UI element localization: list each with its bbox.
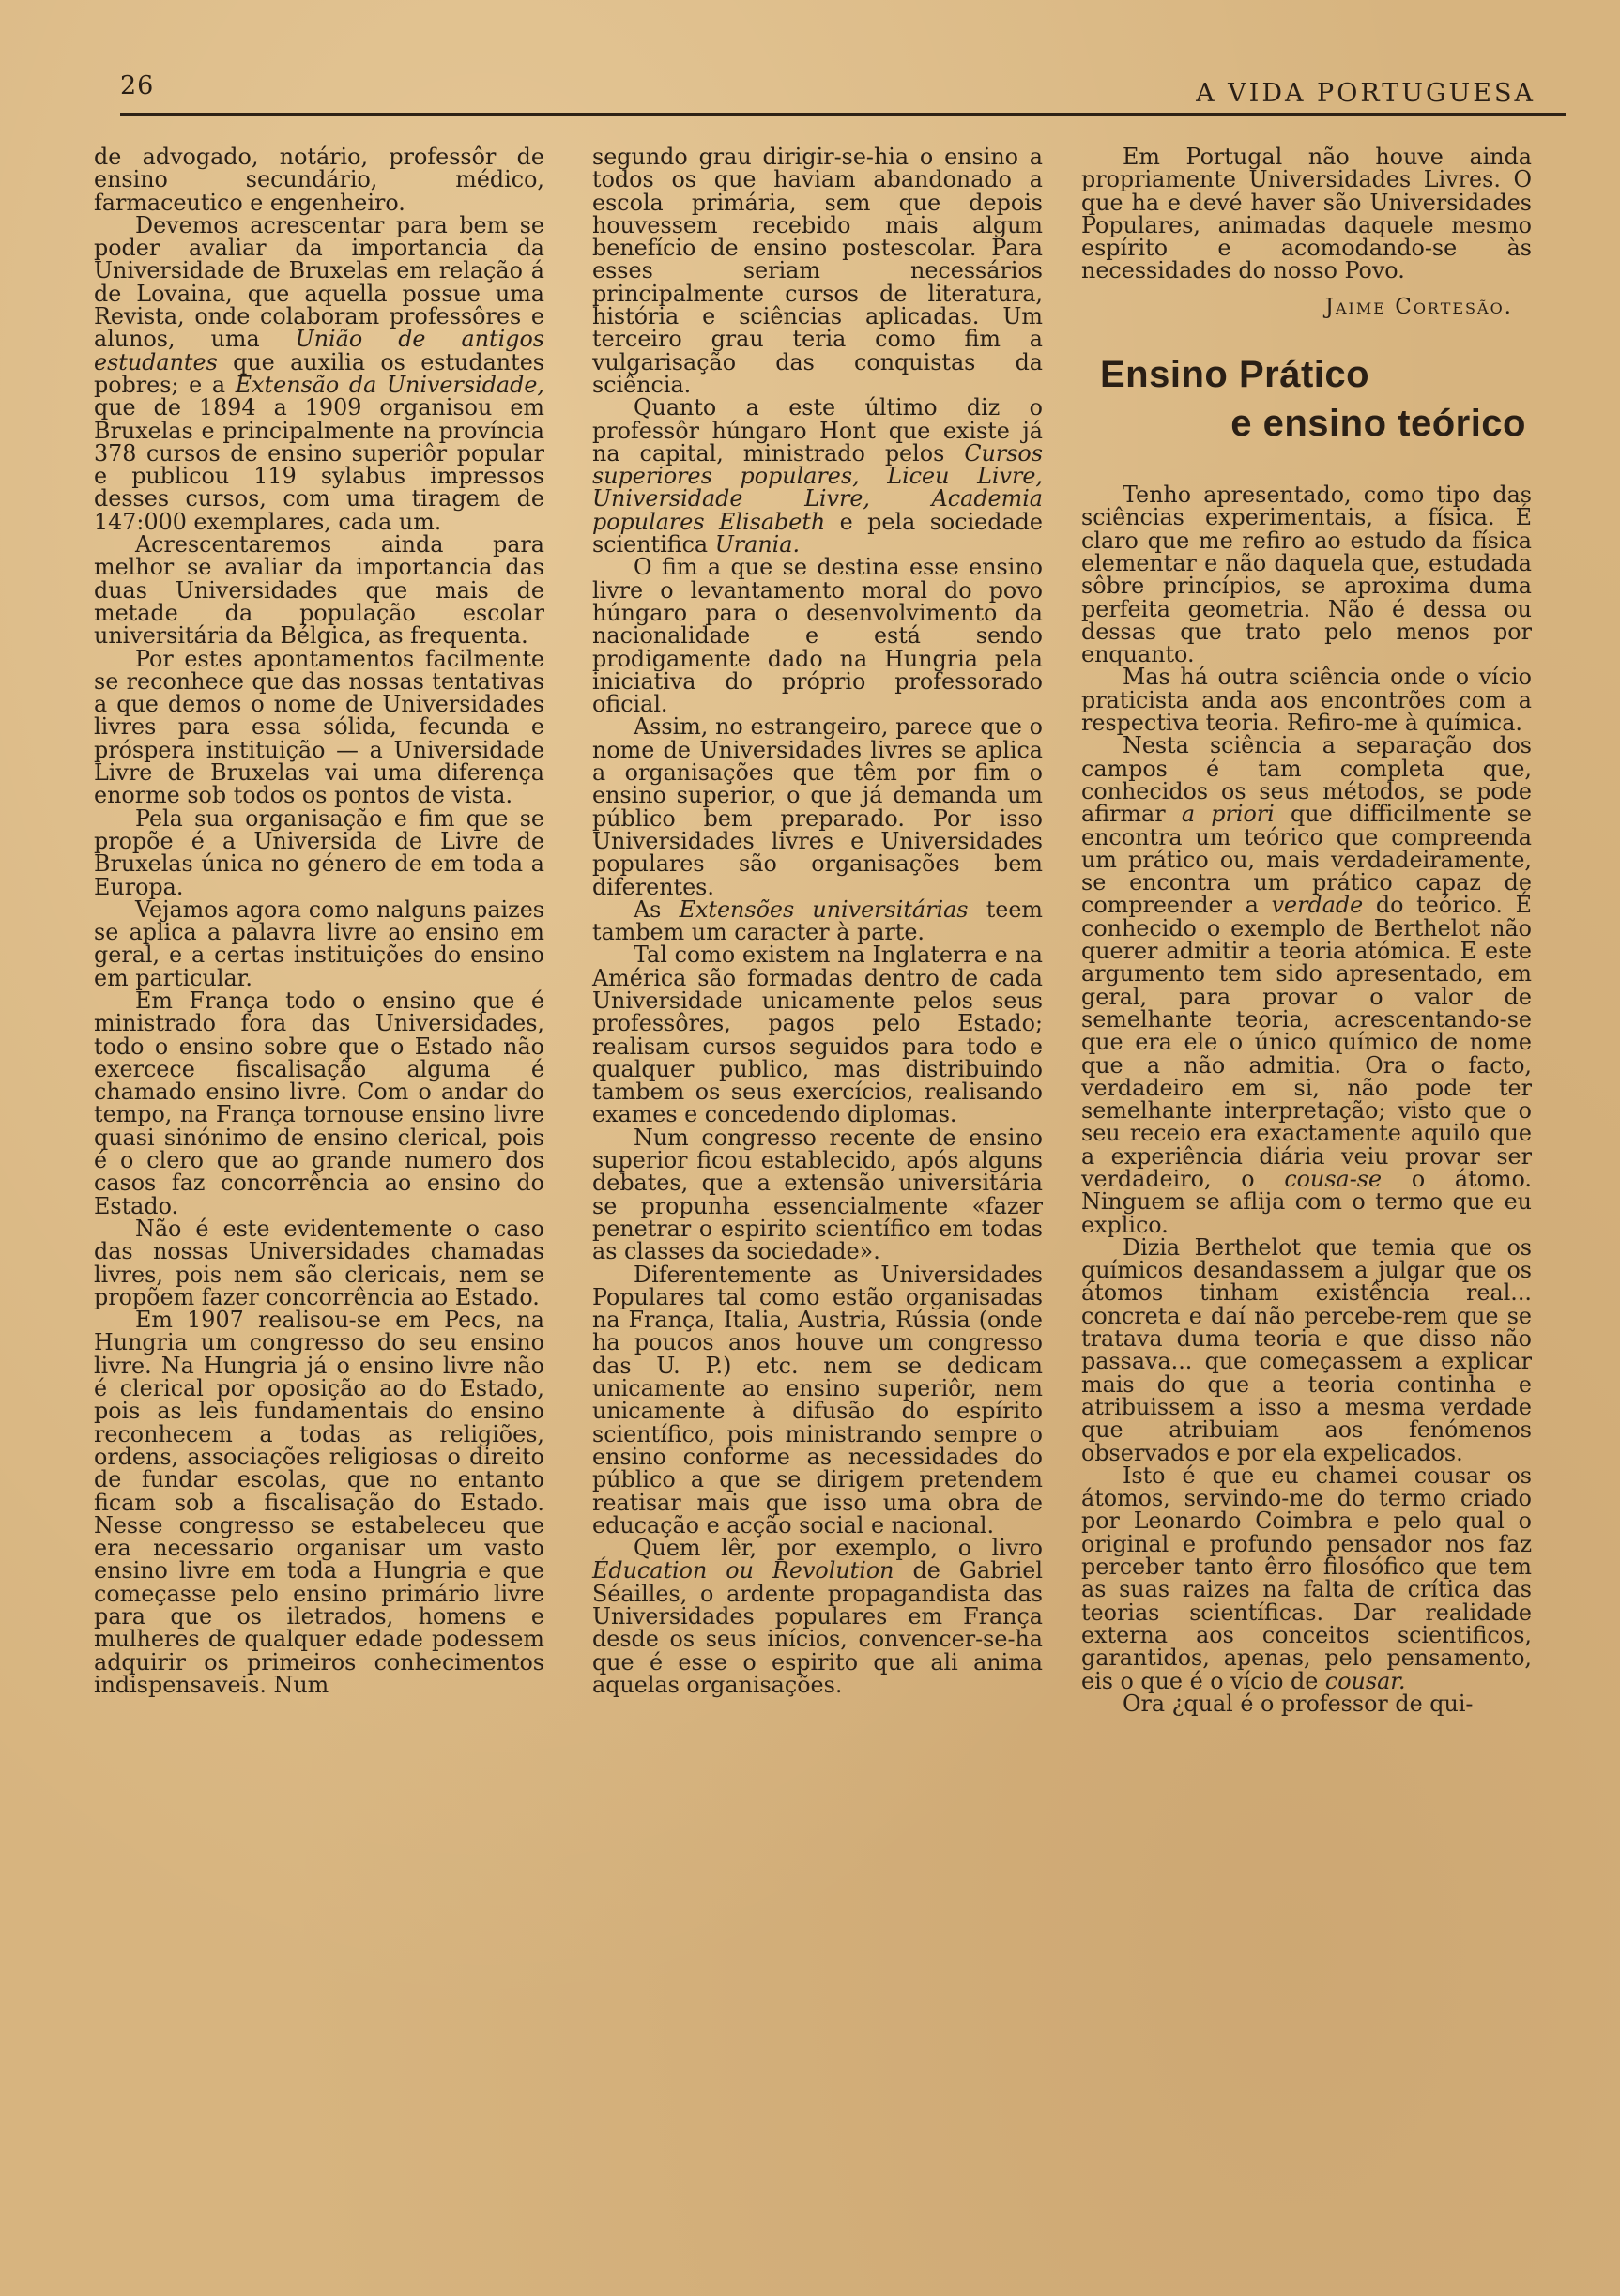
- author-signature: Jaime Cortesão.: [1324, 294, 1513, 319]
- paragraph: Dizia Berthelot que temia que os químicos desandassem a julgar que os átomos tinham existência real... concreta e daí não percebe-rem que se tratava duma teoria e que disso não passava... que começassem a explicar mais do que a teoria continha e atribuissem a isso a mesma verdade que atribuiam aos fenómenos observados e por ela expelicados.: [1081, 1233, 1532, 1466]
- italic-phrase: cousa-se: [1284, 1165, 1383, 1192]
- italic-phrase: União de antigos estudantes: [94, 326, 544, 375]
- column-3: [1081, 145, 1532, 1715]
- paragraph: Num congresso recente de ensino superior ficou establecido, após alguns debates, que a extensão universitária se propunha essencialmente «fazer penetrar o espirito scientífico em todas as classes da sociedade».: [592, 1124, 1043, 1265]
- title-line-2: e ensino teórico: [1230, 403, 1526, 445]
- paragraph: Tenho apresentado, como tipo das sciências experimentais, a física. É claro que me refiro ao estudo da física elementar e não daquela que, estudada sôbre princípios, se aproxima duma perfeita geometria. Não é dessa ou dessas que trato pelo menos por enquanto.: [1081, 482, 1532, 668]
- journal-title: A VIDA PORTUGUESA: [1196, 79, 1536, 108]
- paragraph: Acrescentaremos ainda para melhor se avaliar da importancia das duas Universidades que mais de metade da população escolar universitária da Bélgica, as frequenta.: [94, 531, 544, 650]
- paragraph: Devemos acrescentar para bem se poder avaliar da importancia da Universidade de Bruxelas em relação á de Lovaina, que aquella possue uma Revista, onde colaboram professôres e alunos, uma União de antigos estudantes que auxilia os estudantes pobres; e a Extensão da Universidade, que de 1894 a 1909 organisou em Bruxelas e principalmente na província 378 cursos de ensino superiôr popular e publicou 119 sylabus impressos desses cursos, com uma tiragem de 147:000 exemplares, cada um.: [94, 211, 544, 535]
- paragraph: O fim a que se destina esse ensino livre o levantamento moral do povo húngaro para o desenvolvimento da nacionalidade e está sendo prodigamente dado na Hungria pela iniciativa do próprio professorado oficial.: [592, 554, 1043, 718]
- italic-phrase: Urania.: [714, 531, 801, 559]
- italic-phrase: Éducation ou Revolution: [592, 1557, 894, 1584]
- paragraph: Pela sua organisação e fim que se propõe é a Universida de Livre de Bruxelas única no género de em toda a Europa.: [94, 804, 544, 900]
- paragraph: Quanto a este último diz o professôr húngaro Hont que existe já na capital, ministrado pelos Cursos superiores populares, Liceu Livre, Universidade Livre, Academia populares Elisabeth e pela sociedade scientifica Urania.: [592, 394, 1043, 559]
- italic-phrase: cousar.: [1324, 1667, 1406, 1694]
- paragraph: Em 1907 realisou-se em Pecs, na Hungria um congresso do seu ensino livre. Na Hungria já o ensino livre não é clerical por oposição ao do Estado, pois as leis fundamentais do ensino reconhecem a todas as religiões, ordens, associações religiosas o direito de fundar escolas, que no entanto ficam sob a fiscalisação do Estado. Nesse congresso se estabeleceu que era necessario organisar um vasto ensino livre em toda a Hungria e que começasse pelo ensino primário livre para que os iletrados, homens e mulheres de qualquer edade podessem adquirir os primeiros conhecimentos indispensaveis. Num: [94, 1307, 544, 1698]
- article-title: [1081, 350, 1532, 448]
- paragraph: Por estes apontamentos facilmente se reconhece que das nossas tentativas a que demos o nome de Universidades livres para essa sólida, fecunda e próspera instituição — a Universidade Livre de Bruxelas vai uma diferença enorme sob todos os pontos de vista.: [94, 645, 544, 809]
- paragraph: de advogado, notário, professôr de ensino secundário, médico, farmaceutico e engenheiro.: [94, 144, 544, 216]
- paragraph: Tal como existem na Inglaterra e na América são formadas dentro de cada Universidade unicamente pelos seus professôres, pagos pelo Estado; realisam cursos seguidos para todo e qualquer publico, mas distribuindo tambem os seus exercícios, realisando exames e concedendo diplomas.: [592, 941, 1043, 1128]
- paragraph: Isto é que eu chamei cousar os átomos, servindo-me do termo criado por Leonardo Coimbra e pelo qual o original e profundo pensador nos faz perceber tanto êrro filosófico que tem as suas raizes na falta de crítica das teorias scientíficas. Dar realidade externa aos conceitos scientificos, garantidos, apenas, pelo pensamento, eis o que é o vício de cousar.: [1081, 1462, 1532, 1694]
- paragraph: Em Portugal não houve ainda propriamente Universidades Livres. O que ha e devé haver são Universidades Populares, animadas daquele mesmo espírito e acomodando-se às necessidades do nosso Povo.: [1081, 144, 1532, 284]
- paragraph: Assim, no estrangeiro, parece que o nome de Universidades livres se aplica a organisações que têm por fim o ensino superior, o que já demanda um público bem preparado. Por isso Universidades livres e Universidades populares são organisações bem diferentes.: [592, 713, 1043, 900]
- paragraph: Diferentemente as Universidades Populares tal como estão organisadas na França, Italia, Austria, Rússia (onde ha poucos anos houve um congresso das U. P.) etc. nem se dedicam unicamente ao ensino superiôr, nem unicamente à difusão do espírito scientífico, pois ministrando sempre o ensino conforme as necessidades do público a que se dirigem pretendem reatisar mais que isso uma obra de educação e acção social e nacional.: [592, 1261, 1043, 1538]
- paragraph: Em França todo o ensino que é ministrado fora das Universidades, todo o ensino sobre que o Estado não exercece fiscalisação alguma é chamado ensino livre. Com o andar do tempo, na França tornouse ensino livre quasi sinónimo de ensino clerical, pois é o clero que ao grande numero dos casos faz concorrência ao ensino do Estado.: [94, 987, 544, 1219]
- paragraph: Quem lêr, por exemplo, o livro Éducation ou Revolution de Gabriel Séailles, o ardente propagandista das Universidades populares em França desde os seus inícios, convencer-se-ha que é esse o espirito que ali anima aquelas organisações.: [592, 1535, 1043, 1698]
- header-rule: [120, 113, 1566, 116]
- paragraph: Nesta sciência a separação dos campos é tam completa que, conhecidos os seus métodos, se pode afirmar a priori que difficilmente se encontra um teórico que compreenda um prático ou, mais verdadeiramente, se encontra um prático capaz de compreender a verdade do teórico. É conhecido o exemplo de Berthelot não querer admitir a teoria atómica. E este argumento tem sido apresentado, em geral, para provar o valor de semelhante teoria, acrescentando-se que era ele o único químico de nome que a não admitia. Ora o facto, verdadeiro em si, não pode ter semelhante interpretação; visto que o seu receio era exactamente aquilo que a experiência diária veiu provar ser verdadeiro, o cousa-se o átomo. Ninguem se aflija com o termo que eu explico.: [1081, 732, 1532, 1238]
- italic-phrase: a priori: [1181, 801, 1275, 828]
- italic-phrase: Extensão da Universidade,: [235, 371, 544, 398]
- title-line-1: Ensino Prático: [1100, 354, 1370, 396]
- running-header: [120, 71, 1536, 118]
- paragraph: Não é este evidentemente o caso das nossas Universidades chamadas livres, pois nem são clericais, nem se propõem fazer concorrência ao Estado.: [94, 1215, 544, 1310]
- column-2: [592, 145, 1043, 1696]
- paragraph: As Extensões universitárias teem tambem um caracter à parte.: [592, 895, 1043, 946]
- paragraph: Ora ¿qual é o professor de qui-: [1123, 1690, 1474, 1717]
- italic-phrase: Extensões universitárias: [679, 895, 969, 923]
- column-1: [94, 145, 544, 1696]
- paragraph: segundo grau dirigir-se-hia o ensino a todos os que haviam abandonado a escola primária, sem que depois houvessem recebido mais algum benefício de ensino postescolar. Para esses seriam necessários principalmente cursos de literatura, história e sciências aplicadas. Um terceiro grau teria como fim a vulgarisação das conquistas da sciência.: [592, 144, 1043, 398]
- paragraph: Vejamos agora como nalguns paizes se aplica a palavra livre ao ensino em geral, e a certas instituições do ensino em particular.: [94, 895, 544, 991]
- italic-phrase: Cursos superiores populares, Liceu Livre, Universidade Livre, Academia populares Elisabeth: [592, 439, 1043, 535]
- paragraph: Mas há outra sciência onde o vício praticista anda aos encontrões com a respectiva teoria. Refiro-me à química.: [1081, 664, 1532, 737]
- page-number: 26: [120, 71, 155, 100]
- italic-phrase: verdade: [1271, 892, 1364, 919]
